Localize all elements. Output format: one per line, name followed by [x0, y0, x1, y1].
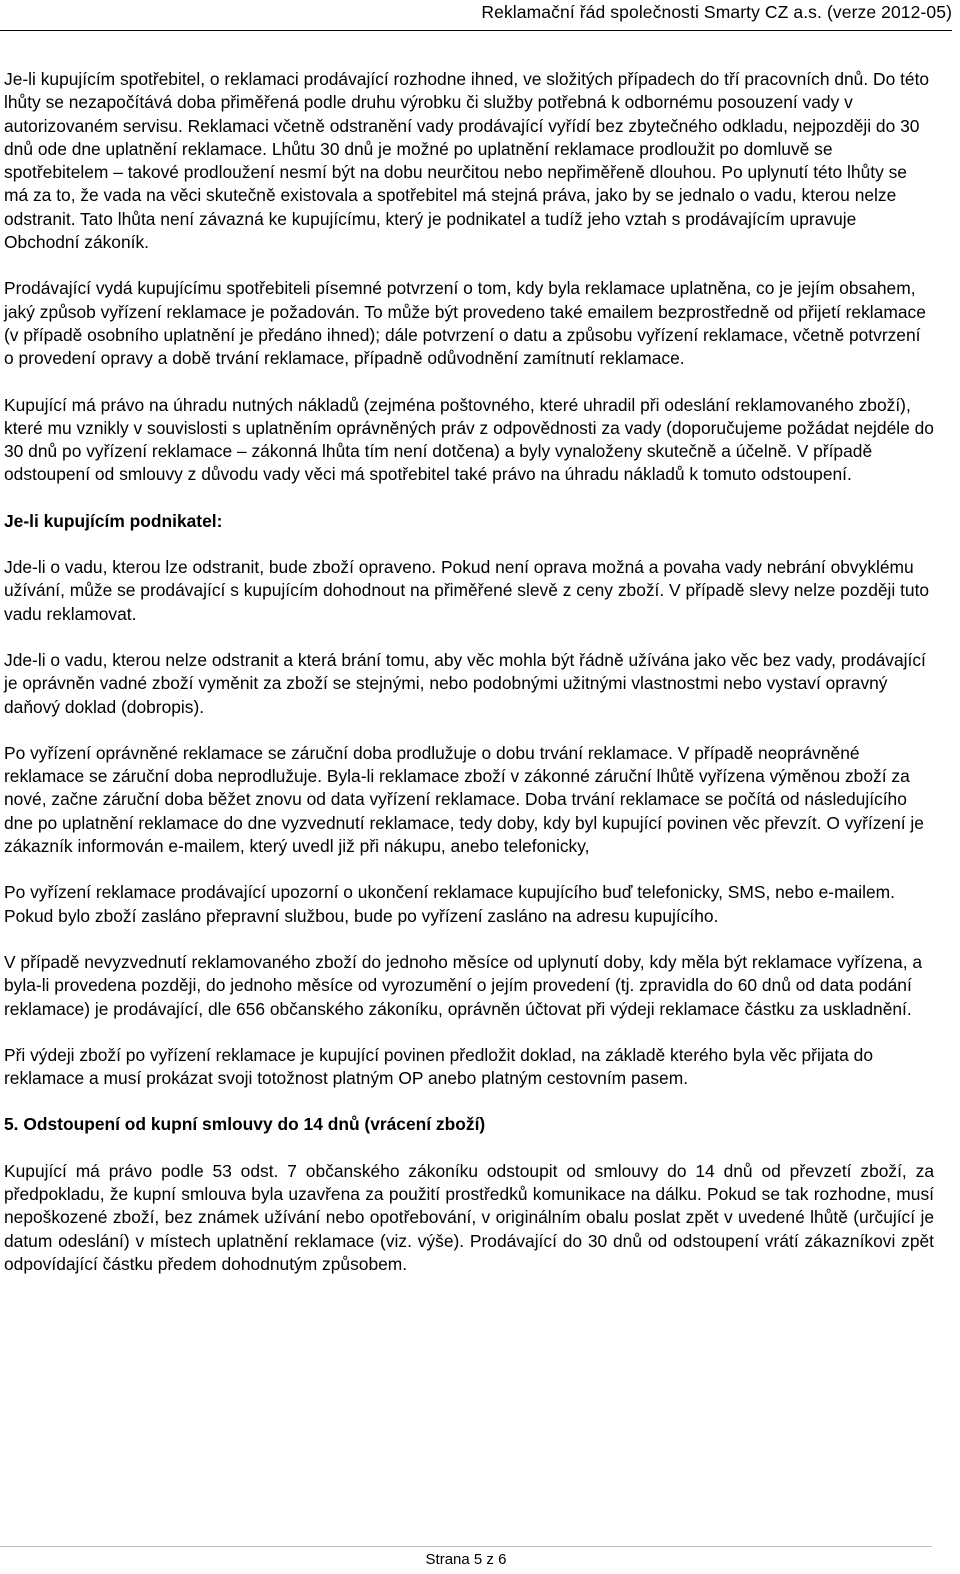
paragraph-completion-notice: Po vyřízení reklamace prodávající upozorní o ukončení reklamace kupujícího buď telefonicky, SMS, nebo e-mailem. Pokud bylo zboží zasláno přepravní službou, bude po vyřízení zasláno na adresu kupujícího.	[4, 882, 895, 926]
heading-section-5: 5. Odstoupení od kupní smlouvy do 14 dnů (vrácení zboží)	[4, 1114, 486, 1135]
page-header	[0, 0, 952, 31]
paragraph-pickup-requirements: Při výdeji zboží po vyřízení reklamace je kupující povinen předložit doklad, na základě kterého byla věc přijata do reklamace a musí prokázat svoji totožnost platným OP anebo platným cestovním pasem.	[4, 1044, 874, 1089]
paragraph-removable-defect: Jde-li o vadu, kterou lze odstranit, bude zboží opraveno. Pokud není oprava možná a povaha vady nebrání obvyklému užívání, může se prodávající s kupujícím dohodnout na přiměřené slevě z ceny zboží. V případě slevy nelze později tuto vadu reklamovat.	[4, 557, 930, 624]
document-title: Reklamační řád společnosti Smarty CZ a.s. (verze 2012-05)	[481, 2, 952, 22]
footer-divider	[0, 1546, 932, 1547]
paragraph-written-confirmation: Prodávající vydá kupujícímu spotřebiteli písemné potvrzení o tom, kdy byla reklamace uplatněna, co je jejím obsahem, jaký způsob vyřízení reklamace je požadován. To může být provedeno také emailem bezprostředně od přijetí reklamace (v případě osobního uplatnění je předáno ihned); dále potvrzení o datu a způsobu vyřízení reklamace, včetně potvrzení o provedení opravy a době trvání reklamace, případně odůvodnění zamítnutí reklamace.	[4, 278, 926, 369]
paragraph-withdrawal: Kupující má právo podle 53 odst. 7 občanského zákoníku odstoupit od smlouvy do 14 dnů od převzetí zboží, za předpokladu, že kupní smlouva byla uzavřena za použití prostředků komunikace na dálku. Pokud se tak rozhodne, musí nepoškozené zboží, bez známek užívání nebo opotřebování, v originálním obalu poslat zpět v uvedené lhůtě (určující je datum odeslání) v místech uplatnění reklamace (viz. výše). Prodávající do 30 dnů od odstoupení vrátí zákazníkovi zpět odpovídající částku předem dohodnutým způsobem.	[4, 1160, 934, 1274]
paragraph-complaint-deadline: Je-li kupujícím spotřebitel, o reklamaci prodávající rozhodne ihned, ve složitých případech do tří pracovních dnů. Do této lhůty se nezapočítává doba přiměřená podle druhu výrobku či služby potřebná k odbornému posouzení vady v autorizovaném servisu. Reklamaci včetně odstranění vady prodávající vyřídí bez zbytečného odkladu, nejpozději do 30 dnů ode dne uplatnění reklamace. Lhůtu 30 dnů je možné po uplatnění reklamace prodloužit po domluvě se spotřebitelem – takové prodloužení nesmí být na dobu neurčitou nebo nepřiměřeně dlouhou. Po uplynutí této lhůty se má za to, že vada na věci skutečně existovala a spotřebitel má stejná práva, jako by se jednalo o vadu, kterou nelze odstranit. Tato lhůta není závazná ke kupujícímu, který je podnikatel a tudíž jeho vztah s prodávajícím upravuje Obchodní zákoník.	[4, 69, 930, 253]
paragraph-storage-fee: V případě nevyzvednutí reklamovaného zboží do jednoho měsíce od uplynutí doby, kdy měla být reklamace vyřízena, a byla-li provedena později, do jednoho měsíce od vyrozumění o jejím provedení (tj. zpravidla do 60 dnů od data podání reklamace) je prodávající, dle 656 občanského zákoníku, oprávněn účtovat při výdeji reklamace částku za uskladnění.	[4, 951, 923, 1019]
page-number: Strana 5 z 6	[425, 1551, 507, 1568]
heading-business-buyer: Je-li kupujícím podnikatel:	[4, 510, 223, 531]
document-body	[4, 68, 934, 1299]
paragraph-irremovable-defect: Jde-li o vadu, kterou nelze odstranit a která brání tomu, aby věc mohla být řádně užívána jako věc bez vady, prodávající je oprávněn vadné zboží vyměnit za zboží se stejnými, nebo podobnými užitnými vlastnostmi nebo vystaví opravný daňový doklad (dobropis).	[4, 649, 926, 717]
paragraph-warranty-extension: Po vyřízení oprávněné reklamace se záruční doba prodlužuje o dobu trvání reklamace. V případě neoprávněné reklamace se záruční doba neprodlužuje. Byla-li reklamace zboží v zákonné záruční lhůtě vyřízena výměnou zboží za nové, začne záruční doba běžet znovu od data vyřízení reklamace. Doba trvání reklamace se počítá od následujícího dne po uplatnění reklamace do dne vyzvednutí reklamace, tedy doby, kdy byl kupující povinen věc převzít. O vyřízení je zákazník informován e-mailem, který uvedl již při nákupu, anebo telefonicky,	[4, 742, 924, 857]
paragraph-cost-reimbursement: Kupující má právo na úhradu nutných nákladů (zejména poštovného, které uhradil při odeslání reklamovaného zboží), které mu vznikly v souvislosti s uplatněním oprávněných práv z odpovědnosti za vady (doporučujeme požádat nejdéle do 30 dnů po vyřízení reklamace – zákonná lhůta tím není dotčena) a byly vynaloženy skutečně a účelně. V případě odstoupení od smlouvy z důvodu vady věci má spotřebitel také právo na úhradu nákladů k tomuto odstoupení.	[4, 394, 934, 485]
